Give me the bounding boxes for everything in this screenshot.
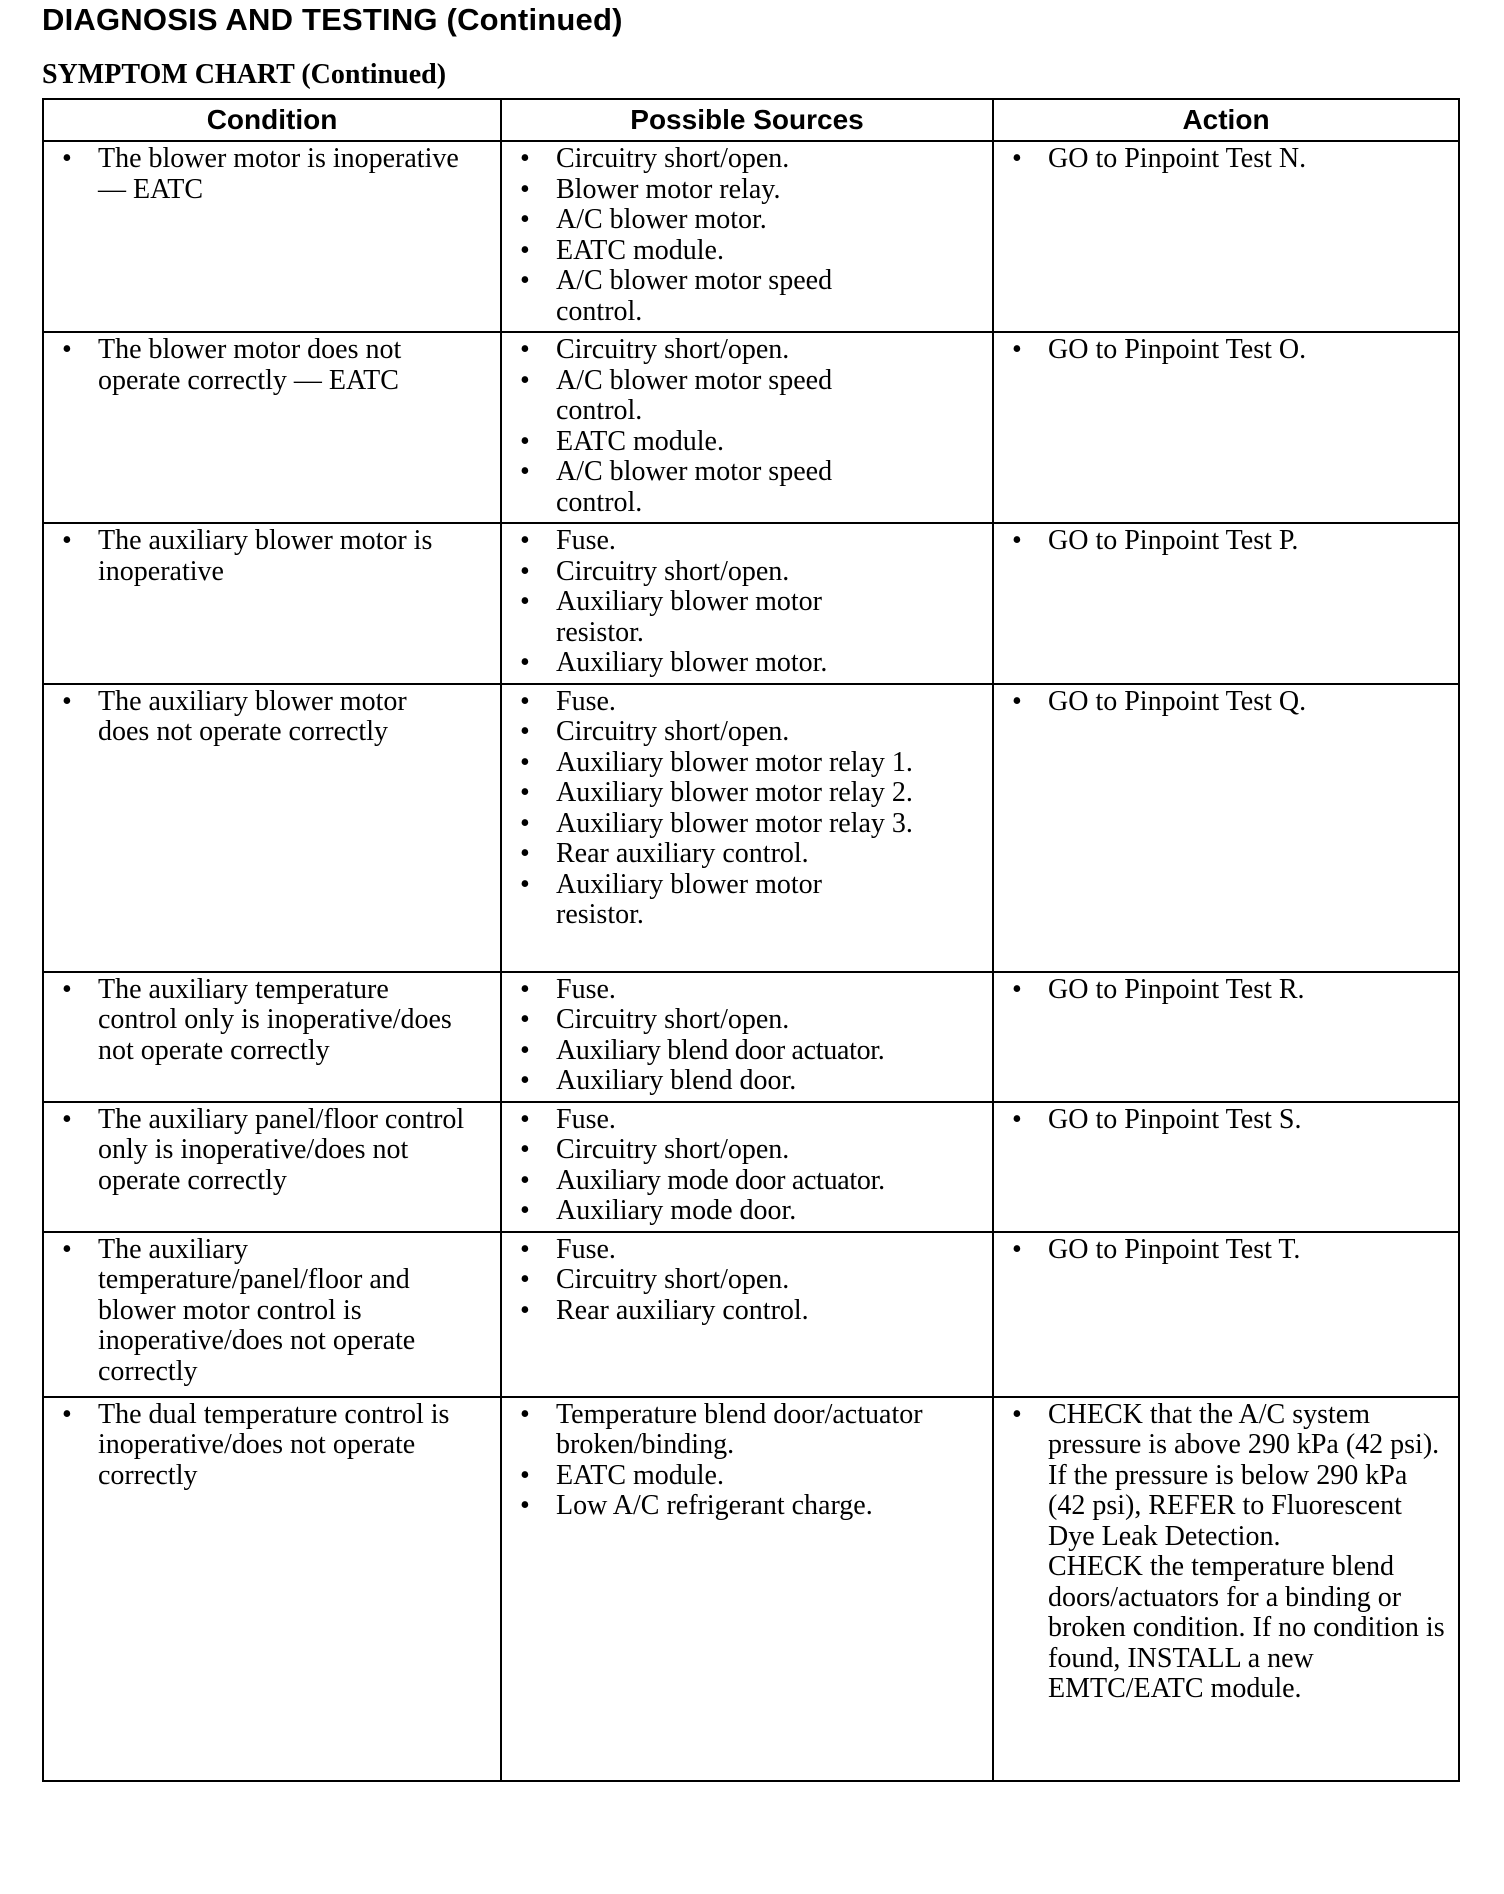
condition-text: • The auxiliary blower motor is inoperative [56, 526, 492, 587]
action-text: • GO to Pinpoint Test P. [1006, 526, 1450, 557]
condition-text: • The blower motor is inoperative — EATC [56, 144, 492, 205]
action-text: • GO to Pinpoint Test T. [1006, 1235, 1450, 1266]
source-item: • Fuse. [514, 526, 984, 557]
source-item: • EATC module. [514, 427, 984, 458]
source-item: • Fuse. [514, 687, 984, 718]
table-row [43, 1232, 1459, 1397]
condition-text: • The dual temperature control is inoperative/does not operate correctly [56, 1400, 492, 1492]
table-row [43, 1397, 1459, 1781]
action-text-block [1006, 1400, 1450, 1705]
source-item: • A/C blower motor speed control. [514, 366, 984, 427]
action-text: • GO to Pinpoint Test Q. [1006, 687, 1450, 718]
sources-cell [501, 141, 993, 332]
source-item: • Circuitry short/open. [514, 335, 984, 366]
action-cell [993, 1102, 1459, 1232]
condition-text: • The auxiliary panel/floor control only is inoperative/does not operate correctly [56, 1105, 492, 1197]
source-item: • Circuitry short/open. [514, 1005, 984, 1036]
action-cell [993, 1397, 1459, 1781]
source-item: • Auxiliary mode door actuator. [514, 1166, 984, 1197]
symptom-chart-table [42, 98, 1460, 1782]
table-row [43, 523, 1459, 684]
source-item: • Auxiliary blend door actuator. [514, 1036, 984, 1067]
action-cell [993, 1232, 1459, 1397]
source-item: • Temperature blend door/actuator broken/binding. [514, 1400, 984, 1461]
source-item: • Circuitry short/open. [514, 717, 984, 748]
table-row [43, 684, 1459, 972]
action-text: • GO to Pinpoint Test O. [1006, 335, 1450, 366]
sources-cell [501, 332, 993, 523]
column-header-action: Action [993, 99, 1459, 141]
condition-cell [43, 972, 501, 1102]
table-row [43, 332, 1459, 523]
source-item: • A/C blower motor speed control. [514, 266, 984, 327]
source-item: • Rear auxiliary control. [514, 839, 984, 870]
action-text: • GO to Pinpoint Test N. [1006, 144, 1450, 175]
condition-cell [43, 1232, 501, 1397]
source-item: • Low A/C refrigerant charge. [514, 1491, 984, 1522]
source-item: • Blower motor relay. [514, 175, 984, 206]
sources-cell [501, 1397, 993, 1781]
sources-cell [501, 972, 993, 1102]
source-item: • Fuse. [514, 1235, 984, 1266]
table-header-row [43, 99, 1459, 141]
action-cell [993, 141, 1459, 332]
table-row [43, 972, 1459, 1102]
action-paragraph: CHECK the temperature blend doors/actuators for a binding or broken condition. If no condition is found, INSTALL a new EMTC/EATC module. [1048, 1551, 1445, 1704]
source-item: • Circuitry short/open. [514, 1135, 984, 1166]
action-text: • GO to Pinpoint Test R. [1006, 975, 1450, 1006]
action-cell [993, 523, 1459, 684]
condition-cell [43, 523, 501, 684]
condition-text: • The blower motor does not operate correctly — EATC [56, 335, 492, 396]
sources-cell [501, 684, 993, 972]
source-item: • Circuitry short/open. [514, 1265, 984, 1296]
source-item: • A/C blower motor speed control. [514, 457, 984, 518]
source-item: • Circuitry short/open. [514, 144, 984, 175]
source-item: • Fuse. [514, 975, 984, 1006]
source-item: • Auxiliary blower motor relay 3. [514, 809, 984, 840]
source-item: • EATC module. [514, 236, 984, 267]
column-header-possible-sources: Possible Sources [501, 99, 993, 141]
condition-cell [43, 332, 501, 523]
condition-text: • The auxiliary temperature/panel/floor and blower motor control is inoperative/does not operate correctly [56, 1235, 492, 1388]
condition-text: • The auxiliary blower motor does not operate correctly [56, 687, 492, 748]
sources-cell [501, 523, 993, 684]
action-text: • GO to Pinpoint Test S. [1006, 1105, 1450, 1136]
table-row [43, 141, 1459, 332]
source-item: • Auxiliary blower motor relay 2. [514, 778, 984, 809]
condition-cell [43, 1102, 501, 1232]
condition-cell [43, 684, 501, 972]
action-cell [993, 332, 1459, 523]
sources-cell [501, 1102, 993, 1232]
source-item: • Circuitry short/open. [514, 557, 984, 588]
action-cell [993, 972, 1459, 1102]
source-item: • Fuse. [514, 1105, 984, 1136]
action-paragraph: CHECK that the A/C system pressure is above 290 kPa (42 psi). If the pressure is below 290 kPa (42 psi), REFER to Fluorescent Dye Leak Detection. [1048, 1398, 1440, 1552]
sources-cell [501, 1232, 993, 1397]
source-item: • Auxiliary mode door. [514, 1196, 984, 1227]
condition-cell [43, 1397, 501, 1781]
section-title: SYMPTOM CHART (Continued) [42, 59, 447, 90]
source-item: • Auxiliary blower motor resistor. [514, 587, 984, 648]
source-item: • Auxiliary blower motor. [514, 648, 984, 679]
table-row [43, 1102, 1459, 1232]
page-heading: DIAGNOSIS AND TESTING (Continued) [42, 2, 623, 37]
source-item: • Auxiliary blend door. [514, 1066, 984, 1097]
source-item: • A/C blower motor. [514, 205, 984, 236]
source-item: • Auxiliary blower motor resistor. [514, 870, 984, 931]
source-item: • Auxiliary blower motor relay 1. [514, 748, 984, 779]
condition-cell [43, 141, 501, 332]
column-header-condition: Condition [43, 99, 501, 141]
condition-text: • The auxiliary temperature control only is inoperative/does not operate correctly [56, 975, 492, 1067]
bullet-icon: • [1012, 1398, 1022, 1430]
action-cell [993, 684, 1459, 972]
source-item: • Rear auxiliary control. [514, 1296, 984, 1327]
source-item: • EATC module. [514, 1461, 984, 1492]
